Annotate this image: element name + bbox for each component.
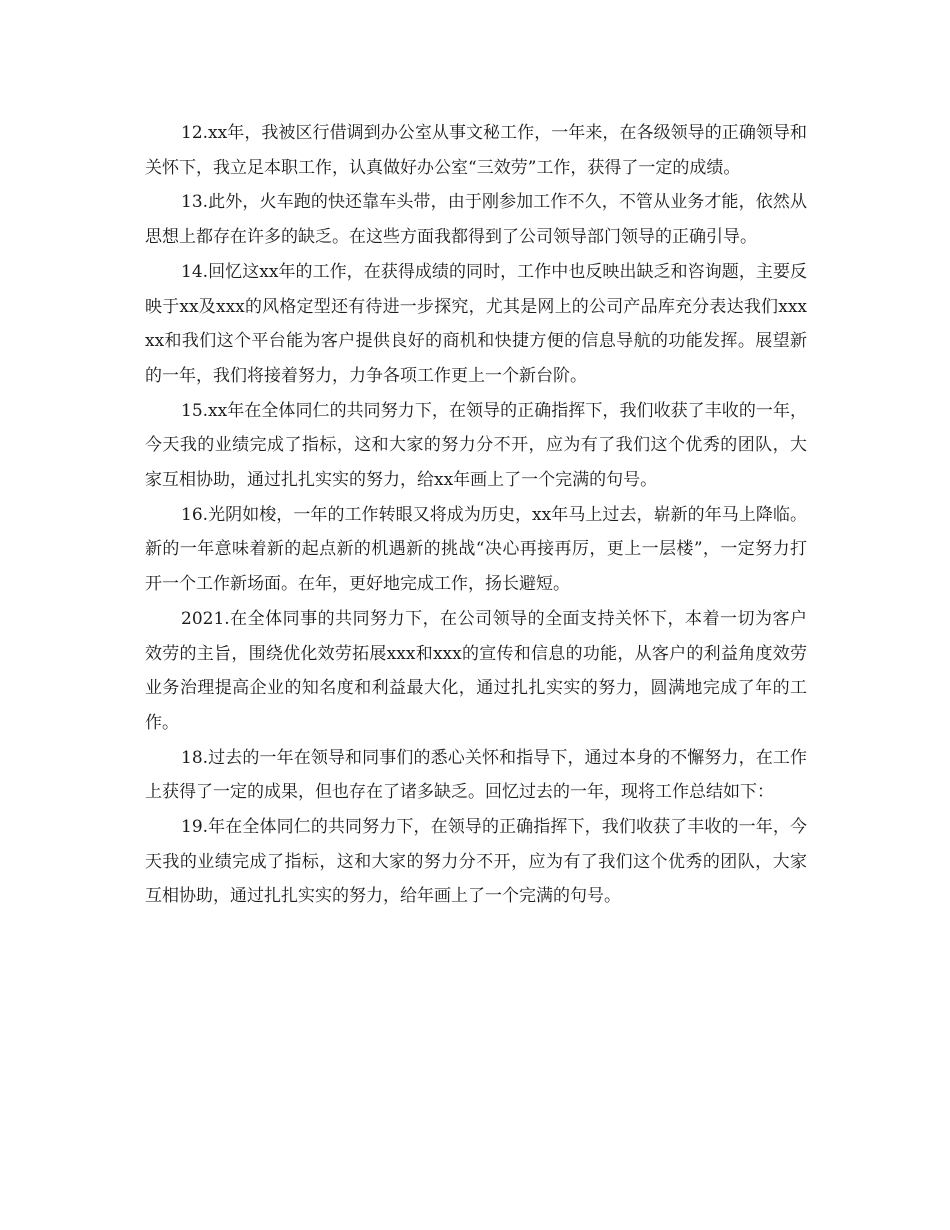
paragraph-19: 19.年在全体同仁的共同努力下，在领导的正确指挥下，我们收获了丰收的一年，今天我的业绩完成了指标，这和大家的努力分不开，应为有了我们这个优秀的团队，大家互相协助，通过扎扎实实的努力，给年画上了一个完满的句号。 [145, 817, 807, 907]
document-body [145, 116, 807, 914]
paragraph-13: 13.此外，火车跑的快还靠车头带，由于刚参加工作不久，不管从业务才能，依然从思想上都存在许多的缺乏。在这些方面我都得到了公司领导部门领导的正确引导。 [145, 192, 807, 248]
paragraph-2021: 2021.在全体同事的共同努力下，在公司领导的全面支持关怀下，本着一切为客户效劳的主旨，围绕优化效劳拓展xxx和xxx的宣传和信息的功能，从客户的利益角度效劳业务治理提高企业的知名度和利益最大化，通过扎扎实实的努力，圆满地完成了年的工作。 [145, 608, 807, 733]
paragraph-18: 18.过去的一年在领导和同事们的悉心关怀和指导下，通过本身的不懈努力，在工作上获得了一定的成果，但也存在了诸多缺乏。回忆过去的一年，现将工作总结如下： [145, 747, 807, 803]
paragraph-16: 16.光阴如梭，一年的工作转眼又将成为历史，xx年马上过去，崭新的年马上降临。新的一年意味着新的起点新的机遇新的挑战“决心再接再厉，更上一层楼”，一定努力打开一个工作新场面。在年，更好地完成工作，扬长避短。 [145, 504, 807, 595]
paragraph-14: 14.回忆这xx年的工作，在获得成绩的同时，工作中也反映出缺乏和咨询题，主要反映于xx及xxx的风格定型还有待进一步探究，尤其是网上的公司产品库充分表达我们xxxxx和我们这个平台能为客户提供良好的商机和快捷方便的信息导航的功能发挥。展望新的一年，我们将接着努力，力争各项工作更上一个新台阶。 [145, 261, 807, 386]
paragraph-12: 12.xx年，我被区行借调到办公室从事文秘工作，一年来，在各级领导的正确领导和关怀下，我立足本职工作，认真做好办公室“三效劳”工作，获得了一定的成绩。 [145, 123, 807, 178]
paragraph-15: 15.xx年在全体同仁的共同努力下，在领导的正确指挥下，我们收获了丰收的一年，今天我的业绩完成了指标，这和大家的努力分不开，应为有了我们这个优秀的团队，大家互相协助，通过扎扎实实的努力，给xx年画上了一个完满的句号。 [145, 400, 807, 491]
